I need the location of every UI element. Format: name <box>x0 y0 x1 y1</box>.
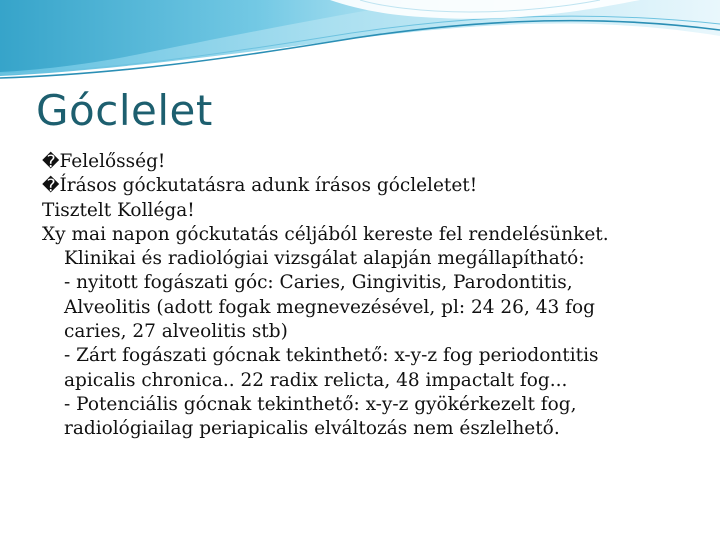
body-line <box>42 223 682 247</box>
body-line-text: Klinikai és radiológiai vizsgálat alapján megállapítható: <box>64 248 585 270</box>
bullet-glyph-icon: � <box>42 176 60 197</box>
body-line <box>42 247 682 271</box>
body-line <box>42 344 682 368</box>
body-line <box>42 174 682 198</box>
body-line <box>42 150 682 174</box>
body-line-text: - nyitott fogászati góc: Caries, Gingivitis, Parodontitis, <box>64 272 573 294</box>
bullet-glyph-icon: � <box>42 152 60 172</box>
body-line <box>42 271 682 295</box>
body-line-text: Xy mai napon góckutatás céljából kereste fel rendelésünket. <box>42 223 609 245</box>
body-line-text: Írásos góckutatásra adunk írásos gócleletet! <box>59 175 478 197</box>
decorative-wave-banner <box>0 0 720 90</box>
slide-title: Góclelet <box>36 86 213 135</box>
body-line <box>42 417 682 441</box>
body-line-text: caries, 27 alveolitis stb) <box>64 321 288 343</box>
body-line <box>42 393 682 417</box>
body-line-text: apicalis chronica.. 22 radix relicta, 48 impactalt fog... <box>64 369 568 391</box>
body-line <box>42 320 682 344</box>
body-line-text: - Zárt fogászati gócnak tekinthető: x-y-z fog periodontitis <box>64 345 599 367</box>
body-line <box>42 369 682 393</box>
body-line-text: Felelősség! <box>59 151 166 172</box>
body-line-text: Alveolitis (adott fogak megnevezésével, pl: 24 26, 43 fog <box>64 296 595 318</box>
body-line <box>42 296 682 320</box>
body-line-text: Tisztelt Kolléga! <box>42 199 195 221</box>
body-line-text: - Potenciális gócnak tekinthető: x-y-z gyökérkezelt fog, <box>64 393 577 415</box>
slide-body <box>42 150 682 442</box>
body-line-text: radiológiailag periapicalis elváltozás nem észlelhető. <box>64 418 560 440</box>
body-line <box>42 199 682 223</box>
